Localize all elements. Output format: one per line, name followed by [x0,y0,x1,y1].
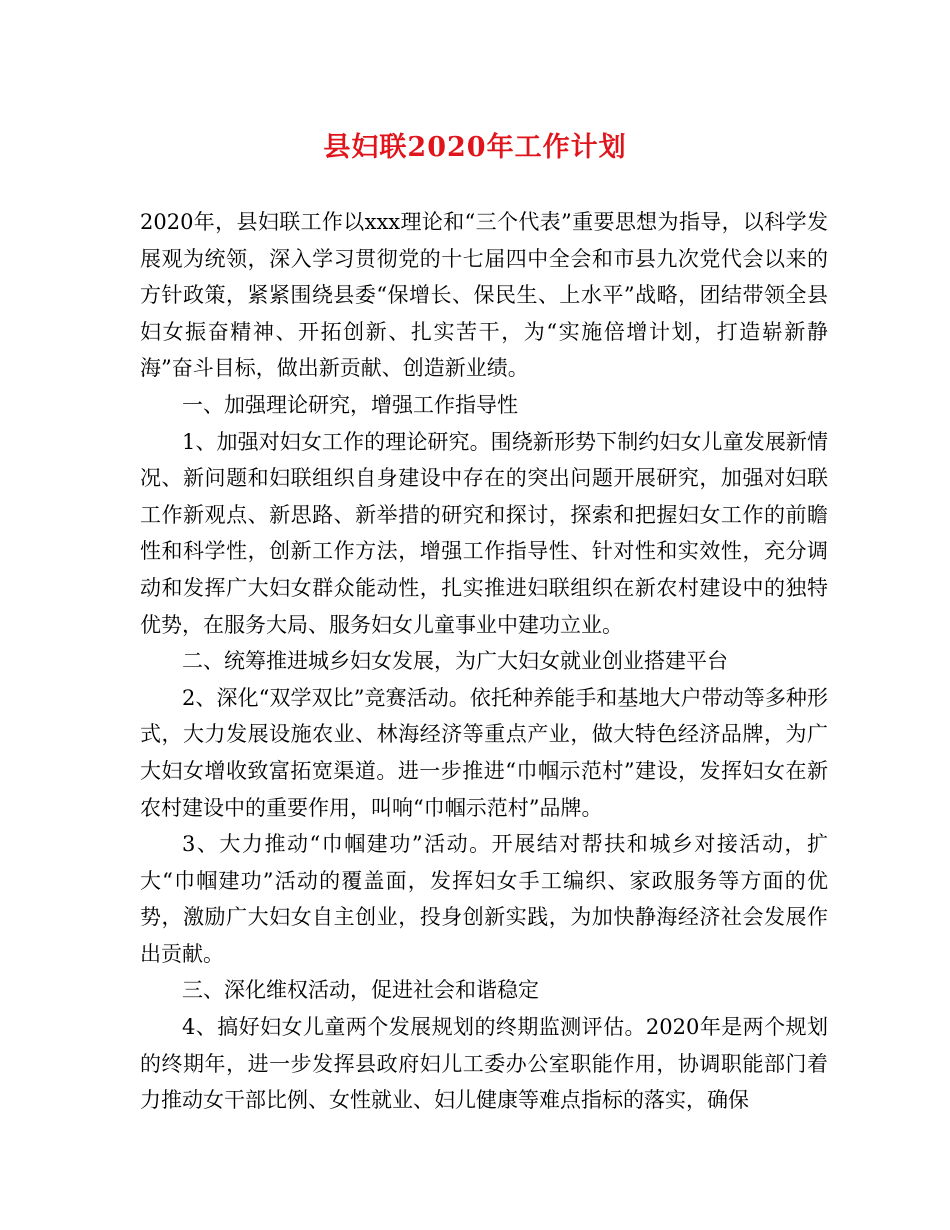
paragraph-item-2: 2、深化“双学双比”竞赛活动。依托种养能手和基地大户带动等多种形式，大力发展设施农业、林海经济等重点产业，做大特色经济品牌，为广大妇女增收致富拓宽渠道。进一步推进“巾帼示范村”建设，发挥妇女在新农村建设中的重要作用，叫响“巾帼示范村”品牌。 [140,685,828,820]
section-heading-3: 三、深化维权活动，促进社会和谐稳定 [182,978,539,1003]
paragraph-item-1: 1、加强对妇女工作的理论研究。围绕新形势下制约妇女儿童发展新情况、新问题和妇联组织自身建设中存在的突出问题开展研究，加强对妇联工作新观点、新思路、新举措的研究和探讨，探索和把握妇女工作的前瞻性和科学性，创新工作方法，增强工作指导性、针对性和实效性，充分调动和发挥广大妇女群众能动性，扎实推进妇联组织在新农村建设中的独特优势，在服务大局、服务妇女儿童事业中建功立业。 [140,429,828,637]
section-heading-1: 一、加强理论研究，增强工作指导性 [182,392,518,417]
paragraph-item-3: 3、大力推动“巾帼建功”活动。开展结对帮扶和城乡对接活动，扩大“巾帼建功”活动的覆盖面，发挥妇女手工编织、家政服务等方面的优势，激励广大妇女自主创业，投身创新实践，为加快静海经济社会发展作出贡献。 [140,832,828,966]
document-body [140,204,828,1119]
document-title: 县妇联2020年工作计划 [323,132,627,163]
paragraph-item-4: 4、搞好妇女儿童两个发展规划的终期监测评估。2020年是两个规划的终期年，进一步发挥县政府妇儿工委办公室职能作用，协调职能部门着力推动女干部比例、女性就业、妇儿健康等难点指标的落实，确保 [140,1015,828,1113]
paragraph-intro: 2020年，县妇联工作以xxx理论和“三个代表”重要思想为指导，以科学发展观为统领，深入学习贯彻党的十七届四中全会和市县九次党代会以来的方针政策，紧紧围绕县委“保增长、保民生、上水平”战略，团结带领全县妇女振奋精神、开拓创新、扎实苦干，为“实施倍增计划，打造崭新静海”奋斗目标，做出新贡献、创造新业绩。 [140,210,828,381]
section-heading-2: 二、统筹推进城乡妇女发展，为广大妇女就业创业搭建平台 [182,649,728,674]
